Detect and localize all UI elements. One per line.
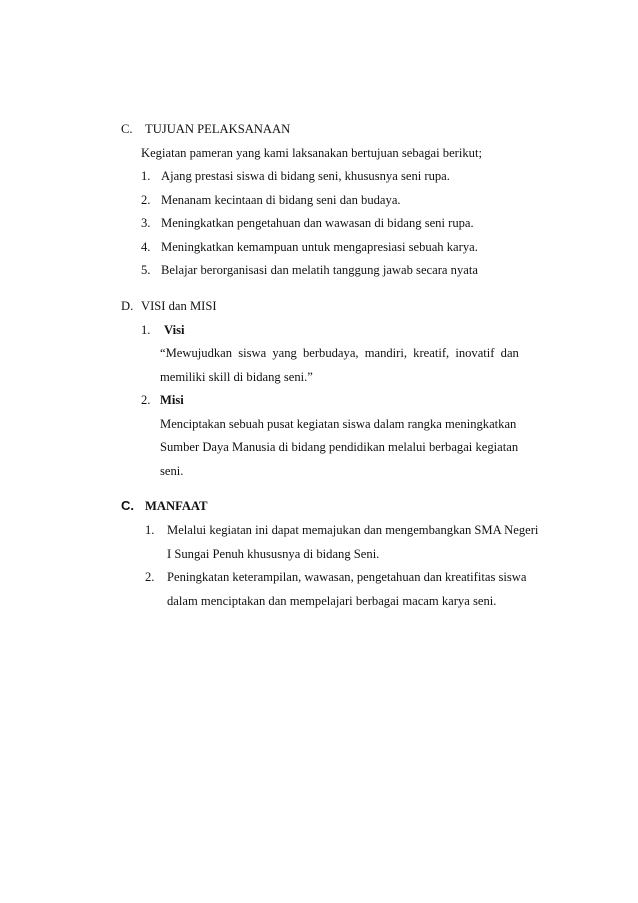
list-item-number: 2.	[141, 193, 151, 207]
section-intro: Kegiatan pameran yang kami laksanakan bertujuan sebagai berikut;	[141, 146, 482, 160]
visi-title: Visi	[164, 323, 185, 337]
list-item-text: Melalui kegiatan ini dapat memajukan dan mengembangkan SMA Negeri	[167, 523, 539, 537]
visi-text-line: memiliki skill di bidang seni.”	[160, 370, 313, 384]
section-letter: D.	[121, 299, 134, 313]
list-item-number: 4.	[141, 240, 151, 254]
list-item-number: 2.	[145, 570, 155, 584]
section-heading: VISI dan MISI	[141, 299, 217, 313]
list-item-text: dalam menciptakan dan mempelajari berbagai macam karya seni.	[167, 594, 497, 608]
visi-number: 1.	[141, 323, 151, 337]
misi-title: Misi	[160, 393, 184, 407]
list-item-text: Menanam kecintaan di bidang seni dan budaya.	[161, 193, 401, 207]
list-item-text: Peningkatan keterampilan, wawasan, pengetahuan dan kreatifitas siswa	[167, 570, 527, 584]
list-item-text: Ajang prestasi siswa di bidang seni, khususnya seni rupa.	[161, 169, 450, 183]
list-item-text: Belajar berorganisasi dan melatih tanggung jawab secara nyata	[161, 263, 478, 277]
section-heading: TUJUAN PELAKSANAAN	[145, 122, 291, 136]
list-item-number: 1.	[145, 523, 155, 537]
list-item-text: Meningkatkan kemampuan untuk mengapresiasi sebuah karya.	[161, 240, 478, 254]
section-letter: C.	[121, 122, 133, 136]
misi-text-line: Sumber Daya Manusia di bidang pendidikan melalui berbagai kegiatan	[160, 440, 519, 454]
misi-text-line: Menciptakan sebuah pusat kegiatan siswa dalam rangka meningkatkan	[160, 417, 517, 431]
misi-number: 2.	[141, 393, 151, 407]
section-heading: MANFAAT	[145, 499, 208, 513]
list-item-text: Meningkatkan pengetahuan dan wawasan di bidang seni rupa.	[161, 216, 474, 230]
section-letter: C.	[121, 498, 134, 513]
visi-text-line: “Mewujudkan siswa yang berbudaya, mandiri, kreatif, inovatif dan	[160, 346, 519, 360]
list-item-text: I Sungai Penuh khususnya di bidang Seni.	[167, 547, 380, 561]
list-item-number: 1.	[141, 169, 151, 183]
list-item-number: 3.	[141, 216, 151, 230]
misi-text-line: seni.	[160, 464, 184, 478]
list-item-number: 5.	[141, 263, 151, 277]
